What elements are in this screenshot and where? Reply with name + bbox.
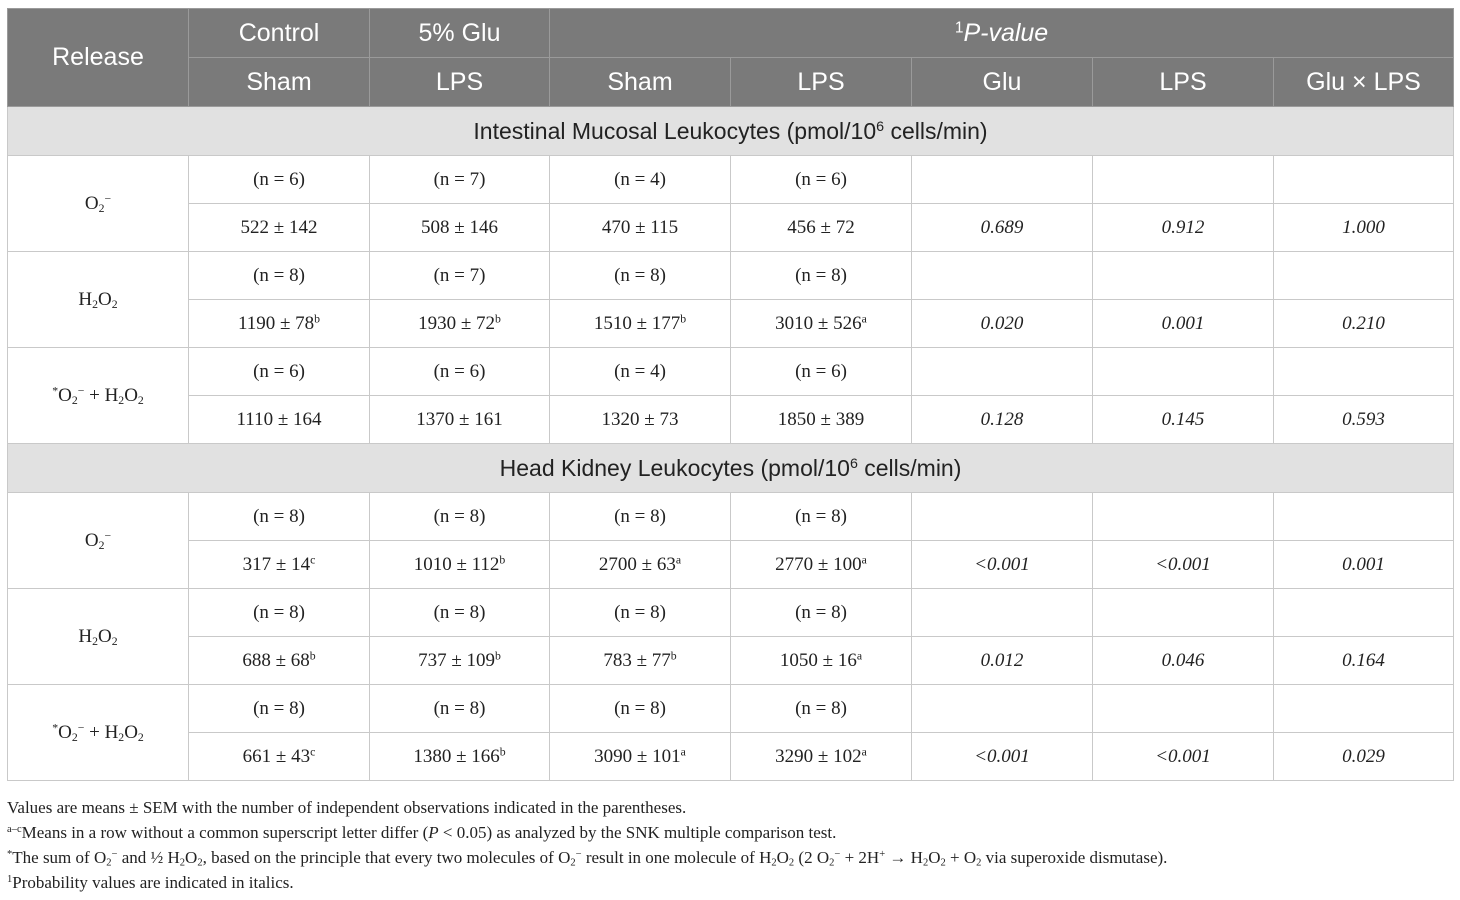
value-text: 1050 ± 16 — [779, 649, 857, 671]
empty-cell — [912, 252, 1093, 300]
footnote-text: 2 — [788, 857, 795, 869]
value-text: 470 ± 115 — [601, 216, 679, 238]
table-row-n — [8, 589, 1454, 637]
footnote-text: 2 — [771, 857, 777, 869]
p-value-cell: 0.689 — [912, 204, 1093, 252]
label-part: H — [104, 721, 119, 743]
table-row-value — [8, 204, 1454, 252]
footnote-text: < 0.05) as analyzed by the SNK multiple comparison test. — [438, 823, 837, 842]
table-row-n — [8, 685, 1454, 733]
value-text: 1380 ± 166 — [413, 745, 500, 767]
value-superscript: b — [309, 649, 316, 663]
footnote-text: (2 O — [794, 848, 830, 867]
label-part: 2 — [118, 393, 125, 407]
n-cell: (n = 8) — [189, 493, 370, 541]
value-text: 3090 ± 101 — [594, 745, 681, 767]
label-part: + — [84, 384, 105, 406]
label-part: O — [98, 625, 112, 647]
value-text: 688 ± 68 — [242, 649, 310, 671]
label-part: O — [124, 384, 138, 406]
value-cell — [370, 637, 550, 685]
value-text: 1850 ± 389 — [777, 408, 865, 430]
value-superscript: a — [861, 745, 867, 759]
p-value-cell: <0.001 — [912, 541, 1093, 589]
label-part: O — [124, 721, 138, 743]
n-cell: (n = 6) — [731, 156, 912, 204]
empty-cell — [1274, 589, 1454, 637]
label-part: * — [52, 721, 59, 735]
p-value-cell: 1.000 — [1274, 204, 1454, 252]
value-cell — [731, 637, 912, 685]
footnote-text: via superoxide dismutase). — [981, 848, 1168, 867]
table-row-n — [8, 493, 1454, 541]
footnote-mark: * — [7, 849, 13, 861]
footnote-text: 2 — [829, 857, 835, 869]
section-title-text: cells/min) — [884, 117, 988, 144]
footnote-text: O — [776, 848, 789, 867]
value-cell — [731, 733, 912, 781]
footnote-mark: 1 — [7, 874, 13, 886]
footnote-text: result in one molecule of H — [581, 848, 772, 867]
value-superscript: c — [310, 553, 316, 567]
footnote-text: − — [834, 849, 841, 861]
n-cell: (n = 8) — [731, 493, 912, 541]
n-cell: (n = 8) — [550, 589, 731, 637]
label-part: O — [84, 192, 99, 214]
empty-cell — [1274, 348, 1454, 396]
label-part: − — [104, 529, 112, 543]
p-value-cell: 0.029 — [1274, 733, 1454, 781]
subheader-p-lps: LPS — [1093, 58, 1274, 107]
label-part: H — [78, 288, 93, 310]
section-title-text: Intestinal Mucosal Leukocytes (pmol/10 — [473, 117, 877, 144]
value-cell — [550, 733, 731, 781]
n-cell: (n = 8) — [370, 685, 550, 733]
p-value-cell: 0.128 — [912, 396, 1093, 444]
label-part: − — [77, 384, 85, 398]
footnote-text: − — [111, 849, 118, 861]
row-label-o2 — [8, 493, 189, 589]
empty-cell — [1274, 156, 1454, 204]
footnote-text: → H — [885, 848, 923, 867]
value-text: 737 ± 109 — [418, 649, 496, 671]
p-value-cell: 0.012 — [912, 637, 1093, 685]
footnote-text: + — [879, 849, 886, 861]
value-superscript: a — [680, 745, 686, 759]
row-label-sum — [8, 685, 189, 781]
footnote-text: + 2H — [840, 848, 880, 867]
value-text: 456 ± 72 — [787, 216, 855, 238]
label-part: 2 — [92, 297, 98, 311]
empty-cell — [1093, 685, 1274, 733]
empty-cell — [1093, 348, 1274, 396]
p-value-cell: 0.001 — [1093, 300, 1274, 348]
value-superscript: b — [499, 553, 506, 567]
value-cell — [370, 300, 550, 348]
value-cell — [370, 541, 550, 589]
header-release: Release — [8, 9, 189, 107]
empty-cell — [1274, 493, 1454, 541]
row-label-sum — [8, 348, 189, 444]
label-part: O — [84, 529, 99, 551]
footnote-text: 2 — [197, 857, 203, 869]
footnote-text: 2 — [179, 857, 186, 869]
n-cell: (n = 8) — [731, 252, 912, 300]
footnote-text: P — [428, 823, 439, 842]
footnote-text: 2 — [940, 857, 946, 869]
footnote-values: Values are means ± SEM with the number of independent observations indicated in the parentheses. — [7, 798, 687, 817]
footnote-text: − — [575, 849, 582, 861]
data-table — [7, 8, 1454, 781]
value-text: 783 ± 77 — [603, 649, 671, 671]
empty-cell — [912, 589, 1093, 637]
footnote-probability — [7, 870, 1453, 895]
label-part: 2 — [92, 634, 98, 648]
n-cell: (n = 4) — [550, 156, 731, 204]
value-superscript: b — [680, 312, 687, 326]
value-superscript: b — [670, 649, 677, 663]
empty-cell — [1093, 252, 1274, 300]
value-cell — [550, 396, 731, 444]
n-cell: (n = 8) — [370, 589, 550, 637]
value-text: 1370 ± 161 — [416, 408, 503, 430]
label-part: 2 — [111, 634, 118, 648]
row-label-h2o2 — [8, 589, 189, 685]
table-row-value — [8, 637, 1454, 685]
footnote-text: Probability values are indicated in italics. — [12, 873, 294, 892]
pvalue-footnote-mark: 1 — [954, 18, 964, 36]
label-part: − — [104, 192, 112, 206]
footnote-sum — [7, 845, 1453, 870]
label-part: H — [78, 625, 93, 647]
value-text: 2770 ± 100 — [775, 553, 862, 575]
empty-cell — [912, 348, 1093, 396]
table-body — [8, 107, 1454, 781]
value-cell — [370, 396, 550, 444]
footnote-text: and ½ H — [117, 848, 180, 867]
value-text: 1110 ± 164 — [236, 408, 322, 430]
value-superscript: a — [861, 312, 867, 326]
label-part: O — [58, 721, 72, 743]
footnote-superscripts — [7, 820, 1453, 845]
table-row-value — [8, 733, 1454, 781]
value-cell — [189, 637, 370, 685]
value-superscript: c — [310, 745, 316, 759]
value-cell — [189, 300, 370, 348]
value-superscript: a — [861, 553, 867, 567]
n-cell: (n = 8) — [550, 252, 731, 300]
subheader-control-sham: Sham — [189, 58, 370, 107]
value-text: 1320 ± 73 — [601, 408, 679, 430]
footnotes — [7, 795, 1453, 895]
footnote-text: 2 — [570, 857, 576, 869]
section-title-text: cells/min) — [857, 454, 962, 481]
header-pvalue — [550, 9, 1454, 58]
footnote-text: O — [185, 848, 198, 867]
empty-cell — [1274, 252, 1454, 300]
value-text: 1510 ± 177 — [593, 312, 681, 334]
subheader-glu-lps: LPS — [731, 58, 912, 107]
p-value-cell: 0.164 — [1274, 637, 1454, 685]
p-value-cell: 0.046 — [1093, 637, 1274, 685]
section-title — [8, 444, 1454, 493]
value-cell — [189, 541, 370, 589]
section-title — [8, 107, 1454, 156]
value-cell — [731, 300, 912, 348]
p-value-cell: 0.593 — [1274, 396, 1454, 444]
section-row — [8, 107, 1454, 156]
value-text: 522 ± 142 — [240, 216, 318, 238]
value-cell — [370, 733, 550, 781]
label-part: 2 — [98, 538, 105, 552]
label-part: * — [52, 384, 59, 398]
footnote-text: + O — [945, 848, 977, 867]
label-part: O — [58, 384, 72, 406]
value-superscript: b — [495, 312, 501, 326]
header-glu5: 5% Glu — [370, 9, 550, 58]
n-cell: (n = 8) — [189, 589, 370, 637]
label-part: − — [77, 721, 85, 735]
table-row-n — [8, 348, 1454, 396]
empty-cell — [1093, 589, 1274, 637]
footnote-text: Means in a row without a common superscript letter differ ( — [21, 823, 429, 842]
subheader-p-glu: Glu — [912, 58, 1093, 107]
value-superscript: a — [856, 649, 863, 663]
value-cell — [189, 204, 370, 252]
footnote-text: O — [928, 848, 941, 867]
n-cell: (n = 6) — [189, 348, 370, 396]
p-value-cell: 0.001 — [1274, 541, 1454, 589]
empty-cell — [912, 156, 1093, 204]
n-cell: (n = 6) — [731, 348, 912, 396]
value-text: 317 ± 14 — [242, 553, 311, 575]
n-cell: (n = 8) — [370, 493, 550, 541]
value-cell — [550, 637, 731, 685]
empty-cell — [1093, 493, 1274, 541]
label-part: 2 — [137, 730, 144, 744]
p-value-cell: 0.145 — [1093, 396, 1274, 444]
value-cell — [550, 541, 731, 589]
row-label-h2o2 — [8, 252, 189, 348]
label-part: H — [104, 384, 119, 406]
value-text: 2700 ± 63 — [598, 553, 676, 575]
subheader-p-interaction: Glu × LPS — [1274, 58, 1454, 107]
value-cell — [550, 300, 731, 348]
n-cell: (n = 8) — [550, 685, 731, 733]
footnote-text: The sum of O — [12, 848, 107, 867]
n-cell: (n = 8) — [731, 685, 912, 733]
value-cell — [731, 396, 912, 444]
footnote-text: 2 — [922, 857, 929, 869]
p-value-cell: <0.001 — [1093, 733, 1274, 781]
value-cell — [189, 733, 370, 781]
label-part: 2 — [137, 393, 144, 407]
n-cell: (n = 7) — [370, 156, 550, 204]
empty-cell — [1274, 685, 1454, 733]
table-row-value — [8, 300, 1454, 348]
empty-cell — [912, 685, 1093, 733]
label-part: 2 — [111, 297, 118, 311]
pvalue-label: P-value — [963, 18, 1049, 47]
value-text: 3010 ± 526 — [775, 312, 862, 334]
n-cell: (n = 8) — [731, 589, 912, 637]
n-cell: (n = 8) — [189, 252, 370, 300]
label-part: 2 — [118, 730, 125, 744]
value-text: 1010 ± 112 — [413, 553, 500, 575]
value-cell — [189, 396, 370, 444]
value-text: 3290 ± 102 — [775, 745, 862, 767]
n-cell: (n = 6) — [370, 348, 550, 396]
label-part: 2 — [98, 201, 105, 215]
table-row-value — [8, 396, 1454, 444]
empty-cell — [912, 493, 1093, 541]
subheader-control-lps: LPS — [370, 58, 550, 107]
row-label-o2 — [8, 156, 189, 252]
p-value-cell: 0.020 — [912, 300, 1093, 348]
section-title-text: Head Kidney Leukocytes (pmol/10 — [499, 454, 850, 481]
value-text: 1190 ± 78 — [237, 312, 315, 334]
header-control: Control — [189, 9, 370, 58]
footnote-mark: a–c — [7, 824, 22, 836]
value-cell — [731, 204, 912, 252]
subheader-glu-sham: Sham — [550, 58, 731, 107]
value-cell — [370, 204, 550, 252]
n-cell: (n = 6) — [189, 156, 370, 204]
footnote-text: 2 — [106, 857, 112, 869]
value-superscript: b — [314, 312, 321, 326]
value-text: 1930 ± 72 — [418, 312, 496, 334]
value-cell — [731, 541, 912, 589]
table-row-n — [8, 156, 1454, 204]
section-title-exp: 6 — [849, 455, 858, 472]
value-text: 661 ± 43 — [242, 745, 311, 767]
empty-cell — [1093, 156, 1274, 204]
footnote-text: 2 — [976, 857, 982, 869]
label-part: 2 — [71, 730, 78, 744]
value-superscript: a — [675, 553, 682, 567]
footnote-text: , based on the principle that every two molecules of O — [202, 848, 571, 867]
n-cell: (n = 7) — [370, 252, 550, 300]
table-row-n — [8, 252, 1454, 300]
p-value-cell: <0.001 — [1093, 541, 1274, 589]
n-cell: (n = 4) — [550, 348, 731, 396]
n-cell: (n = 8) — [550, 493, 731, 541]
p-value-cell: 0.210 — [1274, 300, 1454, 348]
label-part: 2 — [71, 393, 78, 407]
label-part: + — [84, 721, 105, 743]
section-title-exp: 6 — [876, 118, 885, 135]
p-value-cell: 0.912 — [1093, 204, 1274, 252]
n-cell: (n = 8) — [189, 685, 370, 733]
value-cell — [550, 204, 731, 252]
value-superscript: b — [499, 745, 506, 759]
table-row-value — [8, 541, 1454, 589]
p-value-cell: <0.001 — [912, 733, 1093, 781]
value-text: 508 ± 146 — [421, 216, 498, 238]
section-row — [8, 444, 1454, 493]
value-superscript: b — [495, 649, 501, 663]
label-part: O — [98, 288, 112, 310]
